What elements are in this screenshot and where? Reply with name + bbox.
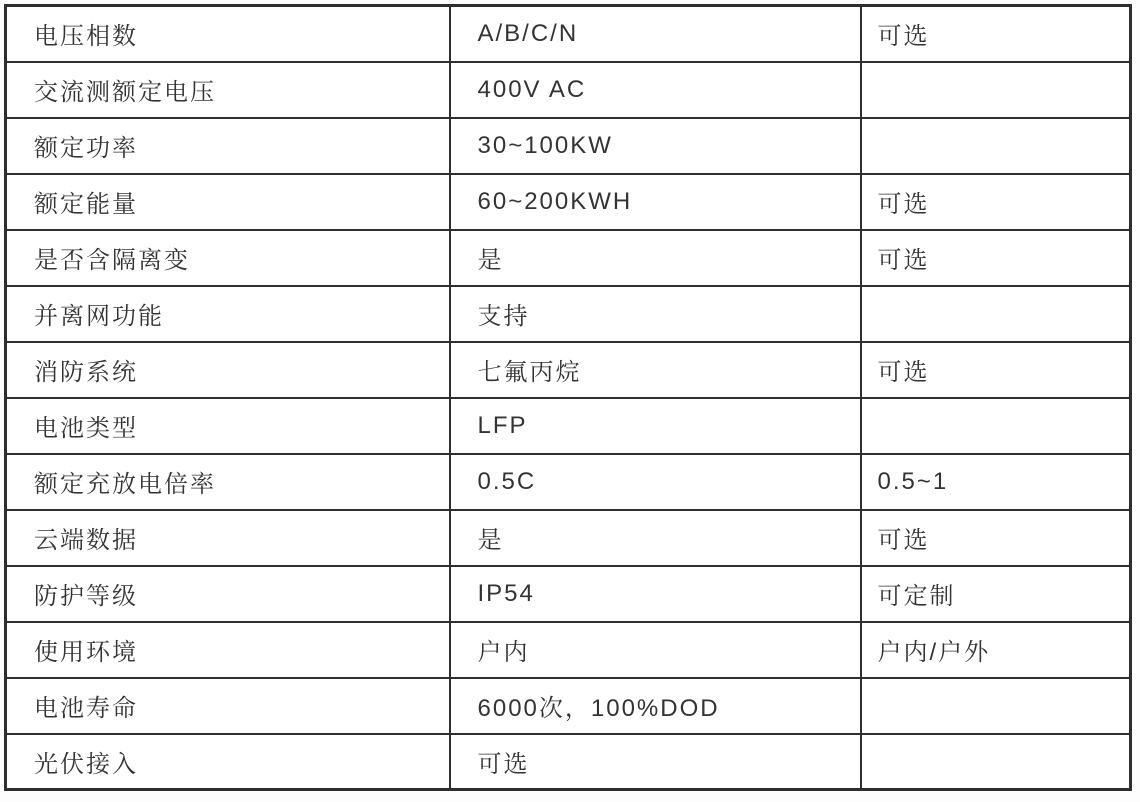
spec-cell-parameter: 额定充放电倍率 <box>6 454 450 510</box>
spec-cell-note <box>861 678 1131 734</box>
spec-cell-parameter: 并离网功能 <box>6 286 450 342</box>
spec-cell-note <box>861 62 1131 118</box>
table-row <box>6 734 1131 790</box>
table-row <box>6 678 1131 734</box>
spec-cell-value: 30~100KW <box>450 118 861 174</box>
spec-cell-note <box>861 118 1131 174</box>
spec-cell-note <box>861 398 1131 454</box>
spec-cell-note: 可选 <box>861 230 1131 286</box>
table-row <box>6 174 1131 230</box>
spec-cell-note: 户内/户外 <box>861 622 1131 678</box>
spec-cell-value: 400V AC <box>450 62 861 118</box>
spec-cell-parameter: 使用环境 <box>6 622 450 678</box>
table-row <box>6 342 1131 398</box>
spec-cell-value: LFP <box>450 398 861 454</box>
spec-cell-note: 可选 <box>861 342 1131 398</box>
spec-cell-note: 可选 <box>861 6 1131 62</box>
spec-cell-parameter: 是否含隔离变 <box>6 230 450 286</box>
table-row <box>6 622 1131 678</box>
spec-cell-parameter: 消防系统 <box>6 342 450 398</box>
spec-cell-note: 可定制 <box>861 566 1131 622</box>
spec-cell-parameter: 交流测额定电压 <box>6 62 450 118</box>
spec-cell-note: 0.5~1 <box>861 454 1131 510</box>
spec-cell-note: 可选 <box>861 510 1131 566</box>
spec-cell-value: 60~200KWH <box>450 174 861 230</box>
spec-cell-parameter: 电池类型 <box>6 398 450 454</box>
table-row <box>6 398 1131 454</box>
table-row <box>6 454 1131 510</box>
spec-cell-value: 6000次，100%DOD <box>450 678 861 734</box>
spec-cell-parameter: 电池寿命 <box>6 678 450 734</box>
spec-cell-parameter: 电压相数 <box>6 6 450 62</box>
spec-cell-value: 0.5C <box>450 454 861 510</box>
spec-cell-value: IP54 <box>450 566 861 622</box>
spec-cell-parameter: 云端数据 <box>6 510 450 566</box>
spec-cell-parameter: 防护等级 <box>6 566 450 622</box>
table-row <box>6 6 1131 62</box>
table-row <box>6 286 1131 342</box>
table-row <box>6 566 1131 622</box>
table-row <box>6 118 1131 174</box>
spec-cell-value: 是 <box>450 510 861 566</box>
spec-cell-value: 支持 <box>450 286 861 342</box>
spec-cell-note <box>861 734 1131 790</box>
table-row <box>6 230 1131 286</box>
spec-cell-value: 七氟丙烷 <box>450 342 861 398</box>
spec-cell-value: 户内 <box>450 622 861 678</box>
spec-cell-note <box>861 286 1131 342</box>
spec-cell-parameter: 额定能量 <box>6 174 450 230</box>
spec-cell-note: 可选 <box>861 174 1131 230</box>
spec-cell-value: 可选 <box>450 734 861 790</box>
table-row <box>6 510 1131 566</box>
spec-table <box>4 4 1132 791</box>
spec-cell-parameter: 光伏接入 <box>6 734 450 790</box>
spec-cell-value: A/B/C/N <box>450 6 861 62</box>
spec-cell-parameter: 额定功率 <box>6 118 450 174</box>
table-row <box>6 62 1131 118</box>
spec-cell-value: 是 <box>450 230 861 286</box>
